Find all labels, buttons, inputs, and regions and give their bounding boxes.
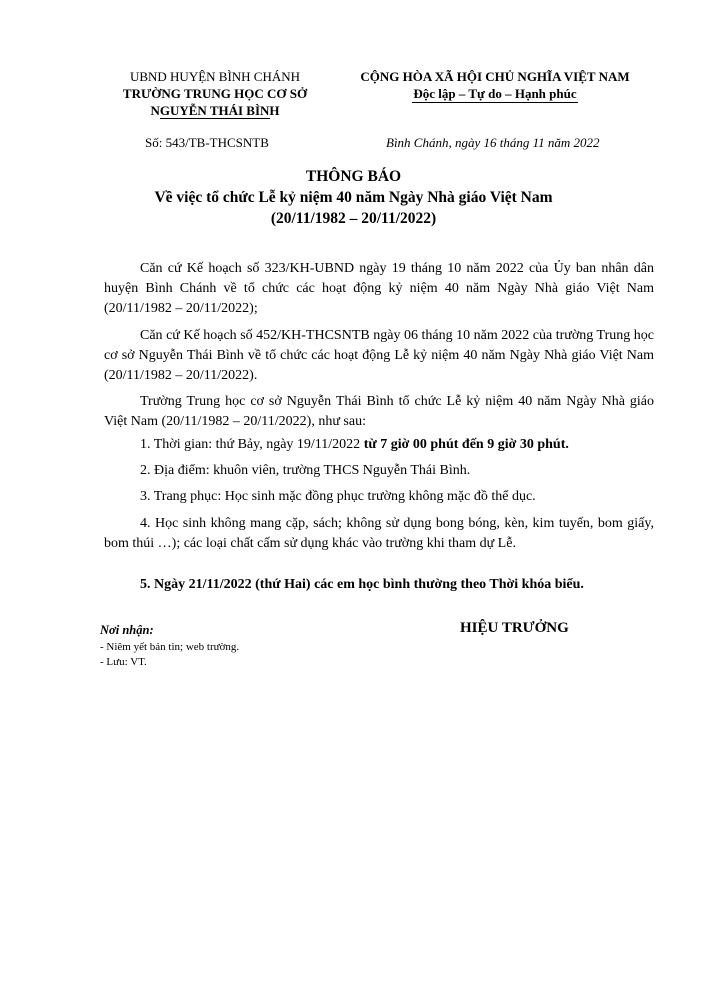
national-heading [345,68,645,102]
signer-title: HIỆU TRƯỞNG [460,620,569,636]
recipient-1: - Niêm yết bản tin; web trường. [100,641,240,653]
paragraph-announcement: Trường Trung học cơ sở Nguyễn Thái Bình tổ chức Lễ kỷ niệm 40 năm Ngày Nhà giáo Việt Nam (20/11/1982 – 20/11/2022), như sau: [104,394,654,429]
document-subject: Về việc tổ chức Lễ kỷ niệm 40 năm Ngày Nhà giáo Việt Nam [154,189,553,206]
org-line-1: UBND HUYỆN BÌNH CHÁNH [129,69,301,84]
place-and-date: Bình Chánh, ngày 16 tháng 11 năm 2022 [386,135,600,150]
issuing-organization [95,68,335,119]
country-name: CỘNG HÒA XÃ HỘI CHỦ NGHĨA VIỆT NAM [360,69,630,84]
item-attire: 3. Trang phục: Học sinh mặc đồng phục trường không mặc đồ thể dục. [140,489,536,504]
recipient-2: - Lưu: VT. [100,656,147,668]
org-line-2: TRƯỜNG TRUNG HỌC CƠ SỞ [122,86,308,101]
item-time [104,435,654,455]
motto-underline [412,102,578,103]
item-location: 2. Địa điểm: khuôn viên, trường THCS Nguyễn Thái Bình. [140,463,471,478]
document-subject-dates: (20/11/1982 – 20/11/2022) [270,210,437,227]
national-motto: Độc lập – Tự do – Hạnh phúc [413,86,577,101]
recipients-label: Nơi nhận: [100,623,154,637]
paragraph-basis-2: Căn cứ Kế hoạch số 452/KH-THCSNTB ngày 06 tháng 10 năm 2022 của trường Trung học cơ sở Nguyễn Thái Bình về tổ chức các hoạt động Lễ kỷ niệm 40 năm Ngày Nhà giáo Việt Nam (20/11/1982 – 20/11/2022). [104,328,654,383]
paragraph-basis-1: Căn cứ Kế hoạch số 323/KH-UBND ngày 19 tháng 10 năm 2022 của Ủy ban nhân dân huyện Bình Chánh về tổ chức các hoạt động kỷ niệm 40 năm Ngày Nhà giáo Việt Nam (20/11/1982 – 20/11/2022); [104,261,654,316]
document-number: Số: 543/TB-THCSNTB [145,135,269,150]
document-title: THÔNG BÁO [305,168,402,185]
item-prohibited: 4. Học sinh không mang cặp, sách; không sử dụng bong bóng, kèn, kim tuyến, bom giấy, bom thúi …); các loại chất cấm sử dụng khác vào trường khi tham dự Lễ. [104,516,654,551]
org-line-3: NGUYỄN THÁI BÌNH [150,103,280,118]
item-time-hours: từ 7 giờ 00 phút đến 9 giờ 30 phút. [363,437,569,452]
item-schedule: 5. Ngày 21/11/2022 (thứ Hai) các em học bình thường theo Thời khóa biểu. [140,577,584,592]
item-time-text: 1. Thời gian: thứ Bảy, ngày 19/11/2022 [140,437,364,452]
org-underline [160,118,270,119]
